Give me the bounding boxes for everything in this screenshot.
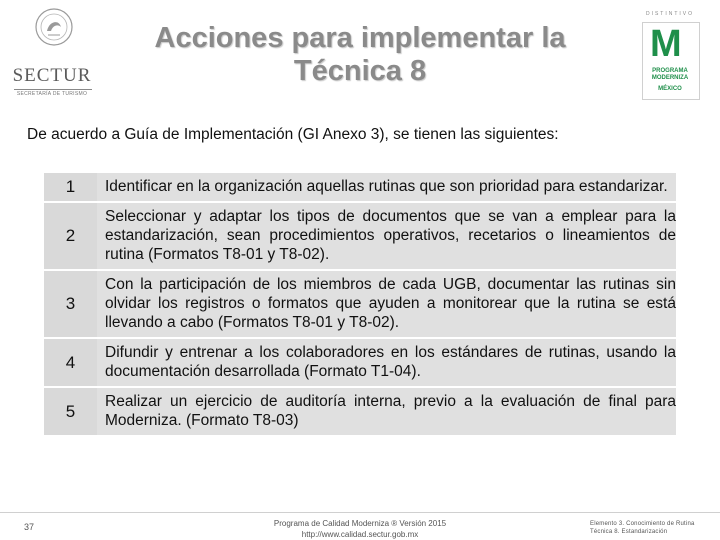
step-description: Seleccionar y adaptar los tipos de documentos que se van a emplear para la estandarización, sean procedimientos operativos, recetarios o lineamientos de rutina (Formatos T8-01 y T8-02). — [105, 208, 676, 263]
step-row — [44, 339, 676, 386]
moderniza-m-icon: M — [650, 23, 682, 65]
slide-title: Acciones para implementar la Técnica 8 — [154, 22, 566, 87]
step-number: 1 — [44, 173, 97, 201]
intro-text: De acuerdo a Guía de Implementación (GI Anexo 3), se tienen las siguientes: — [27, 126, 559, 143]
step-row — [44, 271, 676, 337]
step-description: Identificar en la organización aquellas rutinas que son prioridad para estandarizar. — [105, 178, 668, 195]
moderniza-distintivo-label: DISTINTIVO — [645, 11, 695, 17]
moderniza-logo — [638, 8, 702, 100]
sectur-wordmark: SECTUR — [12, 65, 92, 86]
step-number: 3 — [44, 271, 97, 337]
step-row — [44, 388, 676, 435]
step-description: Difundir y entrenar a los colaboradores en los estándares de rutinas, usando la documentación desarrollada (Formato T1-04). — [105, 344, 676, 380]
footer-divider — [0, 512, 720, 513]
sectur-logo — [6, 5, 96, 97]
moderniza-program-label — [642, 68, 698, 82]
footer-section — [590, 520, 714, 536]
sectur-divider — [14, 89, 92, 90]
moderniza-country: MÉXICO — [658, 86, 682, 92]
footer-technique-label: Técnica 8. Estandarización — [590, 529, 668, 535]
step-description: Realizar un ejercicio de auditoría interna, previo a la evaluación de final para Moderniza. (Formato T8-03) — [105, 393, 676, 429]
footer-program-url[interactable]: http://www.calidad.sectur.gob.mx — [301, 530, 419, 539]
step-row — [44, 173, 676, 201]
page-number: 37 — [24, 522, 35, 532]
step-number: 4 — [44, 339, 97, 386]
sectur-subtitle: SECRETARÍA DE TURISMO — [16, 91, 88, 97]
step-row — [44, 203, 676, 269]
steps-table — [44, 173, 676, 437]
mexico-seal-icon — [34, 5, 74, 49]
step-number: 2 — [44, 203, 97, 269]
footer-program — [230, 518, 490, 540]
moderniza-line2: MODERNIZA — [651, 75, 689, 81]
step-number: 5 — [44, 388, 97, 435]
footer-program-name: Programa de Calidad Moderniza ® Versión 2015 — [273, 519, 447, 528]
moderniza-line1: PROGRAMA — [652, 68, 688, 74]
footer-element-label: Elemento 3. Conocimiento de Rutina — [590, 521, 695, 527]
step-description: Con la participación de los miembros de cada UGB, documentar las rutinas sin olvidar los registros o formatos que ayuden a monitorear que la rutina se está llevando a cabo (Formatos T8-01 y T8-02). — [105, 276, 676, 331]
